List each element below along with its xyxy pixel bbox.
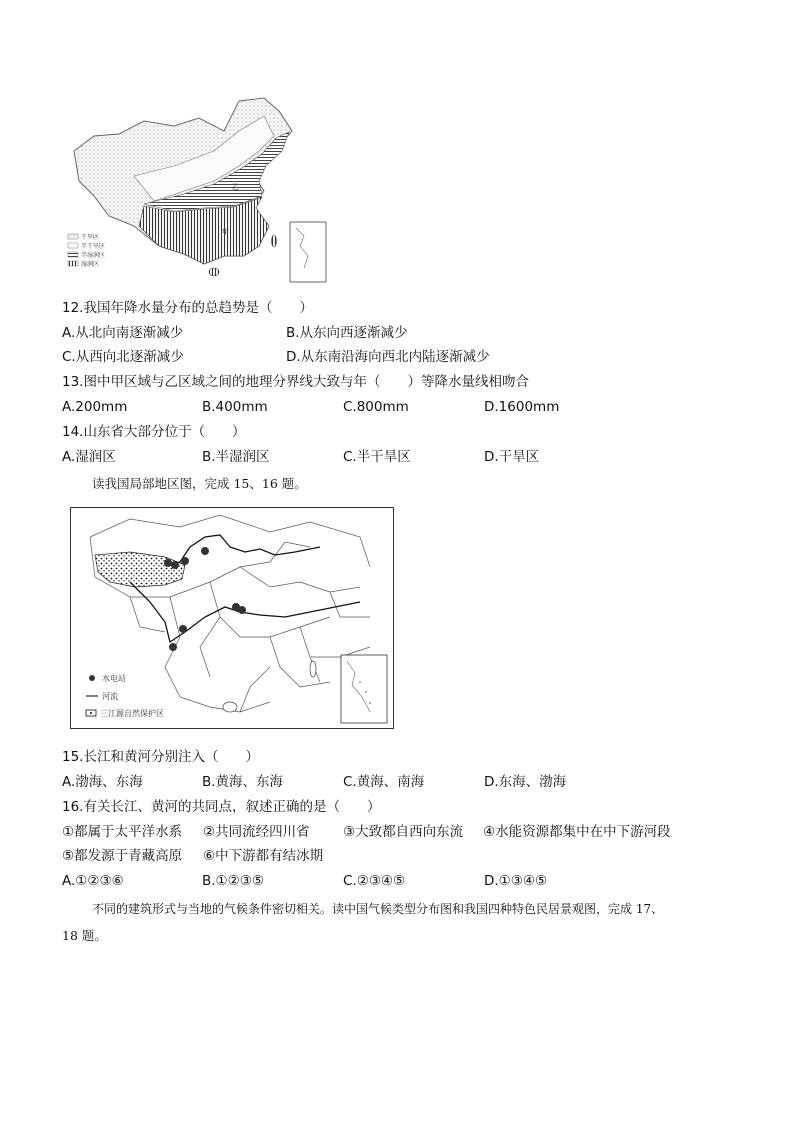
- q12-stem: 12.我国年降水量分布的总趋势是（ ）: [62, 300, 313, 316]
- legend-humid: 湿润区: [81, 261, 100, 268]
- hydro-station-dot: [201, 547, 209, 555]
- south-china-sea-inset: [341, 655, 387, 723]
- q15-option-b[interactable]: B.黄海、东海: [202, 774, 284, 790]
- region-label-yi: 乙: [232, 183, 239, 191]
- map1-legend: [68, 233, 105, 268]
- hydro-station-dot: [179, 625, 187, 633]
- q14-option-b[interactable]: B.半湿润区: [202, 449, 270, 465]
- river-map-svg: [70, 507, 394, 729]
- hainan-island: [223, 702, 237, 712]
- hydro-station-dot: [171, 561, 179, 569]
- hydro-station-dot: [169, 643, 177, 651]
- taiwan-island: [272, 235, 277, 247]
- legend-semi-humid: 半湿润区: [81, 252, 106, 259]
- region-label-jia: 甲: [222, 228, 229, 236]
- q17-18-intro-line2: 18 题。: [62, 928, 107, 943]
- q13-option-d[interactable]: D.1600mm: [484, 399, 560, 415]
- q16-stem: 16.有关长江、黄河的共同点，叙述正确的是（ ）: [62, 799, 381, 815]
- hainan-island: [209, 268, 219, 276]
- q15-option-c[interactable]: C.黄海、南海: [343, 774, 425, 790]
- legend-sanjiangyuan: 三江源自然保护区: [100, 709, 164, 718]
- q16-statement-6: ⑥中下游都有结冰期: [203, 848, 324, 864]
- q16-statement-2: ②共同流经四川省: [203, 824, 310, 840]
- q12-option-c[interactable]: C.从西向北逐渐减少: [62, 349, 184, 365]
- q16-option-a[interactable]: A.①②③⑥: [62, 873, 124, 889]
- q15-stem: 15.长江和黄河分别注入（ ）: [62, 749, 259, 765]
- q16-option-d[interactable]: D.①③④⑤: [484, 873, 548, 889]
- q13-option-c[interactable]: C.800mm: [343, 399, 409, 415]
- q16-statement-3: ③大致都自西向东流: [343, 824, 464, 840]
- legend-river: 河流: [102, 692, 118, 701]
- q14-option-c[interactable]: C.半干旱区: [343, 449, 411, 465]
- q16-statement-1: ①都属于太平洋水系: [62, 824, 183, 840]
- river-hydro-map: [70, 507, 394, 729]
- q16-option-b[interactable]: B.①②③⑤: [202, 873, 264, 889]
- q15-option-a[interactable]: A.渤海、东海: [62, 774, 143, 790]
- map2-intro: 读我国局部地区图，完成 15、16 题。: [92, 476, 307, 491]
- q12-option-d[interactable]: D.从东南沿海向西北内陆逐渐减少: [286, 349, 490, 365]
- dry-wet-map-svg: [64, 96, 330, 286]
- hydro-station-dot: [164, 559, 172, 567]
- q16-option-c[interactable]: C.②③④⑤: [343, 873, 406, 889]
- q14-option-d[interactable]: D.干旱区: [484, 449, 540, 465]
- q14-option-a[interactable]: A.湿润区: [62, 449, 116, 465]
- hydro-station-dot: [238, 606, 246, 614]
- q13-option-a[interactable]: A.200mm: [62, 399, 128, 415]
- q15-option-d[interactable]: D.东海、渤海: [484, 774, 567, 790]
- q13-stem: 13.图中甲区域与乙区域之间的地理分界线大致与年（ ）等降水量线相吻合: [62, 374, 529, 390]
- legend-arid: 干旱区: [81, 234, 100, 241]
- q12-option-a[interactable]: A.从北向南逐渐减少: [62, 325, 184, 341]
- q14-stem: 14.山东省大部分位于（ ）: [62, 424, 246, 440]
- q16-statement-4: ④水能资源都集中在中下游河段: [483, 824, 671, 840]
- taiwan-island: [310, 661, 316, 677]
- q16-statement-5: ⑤都发源于青藏高原: [62, 848, 183, 864]
- q12-option-b[interactable]: B.从东向西逐渐减少: [286, 325, 408, 341]
- q13-option-b[interactable]: B.400mm: [202, 399, 268, 415]
- hydro-station-dot: [181, 557, 189, 565]
- q17-18-intro-line1: 不同的建筑形式与当地的气候条件密切相关。读中国气候类型分布图和我国四种特色民居景观图，完成 17、: [92, 902, 664, 916]
- south-china-sea-inset: [290, 222, 326, 282]
- dry-wet-region-map: [64, 96, 330, 286]
- legend-semi-arid: 半干旱区: [81, 243, 106, 250]
- legend-hydro-station: 水电站: [102, 674, 126, 683]
